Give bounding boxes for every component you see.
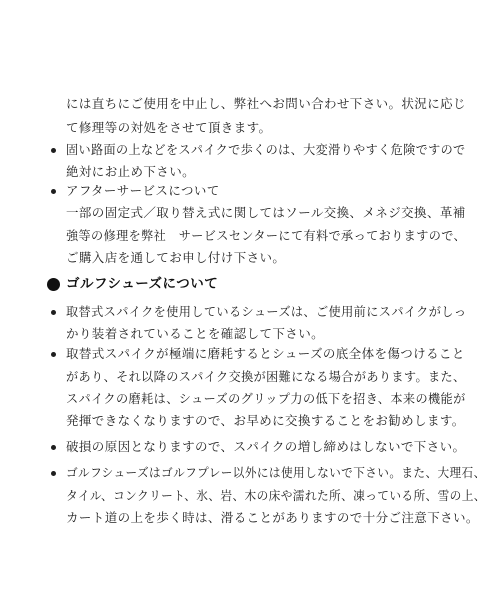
section-item-line: 取替式スパイクが極端に磨耗するとシューズの底全体を傷つけること [66,347,465,361]
heading-bullet-icon [47,278,60,291]
section-item-line: タイル、コンクリート、氷、岩、木の床や濡れた所、凍っている所、雪の上、 [66,489,486,503]
section-item-line: かり装着されていることを確認して下さい。 [66,327,325,341]
bullet-icon [51,189,56,194]
section-title: ゴルフシューズについて [66,276,219,291]
bullet-icon [51,148,56,153]
intro-line: て修理等の対処をさせて頂きます。 [66,121,272,135]
note-line: アフターサービスについて [66,184,220,198]
section-item-line: 破損の原因となりますので、スパイクの増し締めはしないで下さい。 [66,440,466,454]
note-line: ご購入店を通してお申し付け下さい。 [66,251,286,265]
note-line: 一部の固定式／取り替え式に関してはソール交換、メネジ交換、革補 [66,206,466,220]
bullet-icon [51,352,56,357]
section-item-line: があり、それ以降のスパイク交換が困難になる場合があります。また、 [66,370,466,384]
bullet-icon [51,310,56,315]
section-item-line: スパイクの磨耗は、シューズのグリップ力の低下を招き、本来の機能が [66,392,466,406]
section-item-line: 発揮できなくなりますので、お早めに交換することをお勧めします。 [66,414,465,428]
bullet-icon [51,471,56,476]
intro-line: には直ちにご使用を中止し、弊社へお問い合わせ下さい。状況に応じ [66,97,466,111]
section-item-line: カート道の上を歩く時は、滑ることがありますので十分ご注意下さい。 [66,511,479,525]
note-line: 強等の修理を弊社 サービスセンターにて有料で承っておりますので、 [66,229,467,243]
note-line: 絶対にお止め下さい。 [66,165,196,179]
section-item-line: 取替式スパイクを使用しているシューズは、ご使用前にスパイクがしっ [66,305,467,319]
section-item-line: ゴルフシューズはゴルフプレー以外には使用しないで下さい。また、大理石、 [66,466,486,480]
bullet-icon [51,445,56,450]
note-line: 固い路面の上などをスパイクで歩くのは、大変滑りやすく危険ですので [66,143,466,157]
